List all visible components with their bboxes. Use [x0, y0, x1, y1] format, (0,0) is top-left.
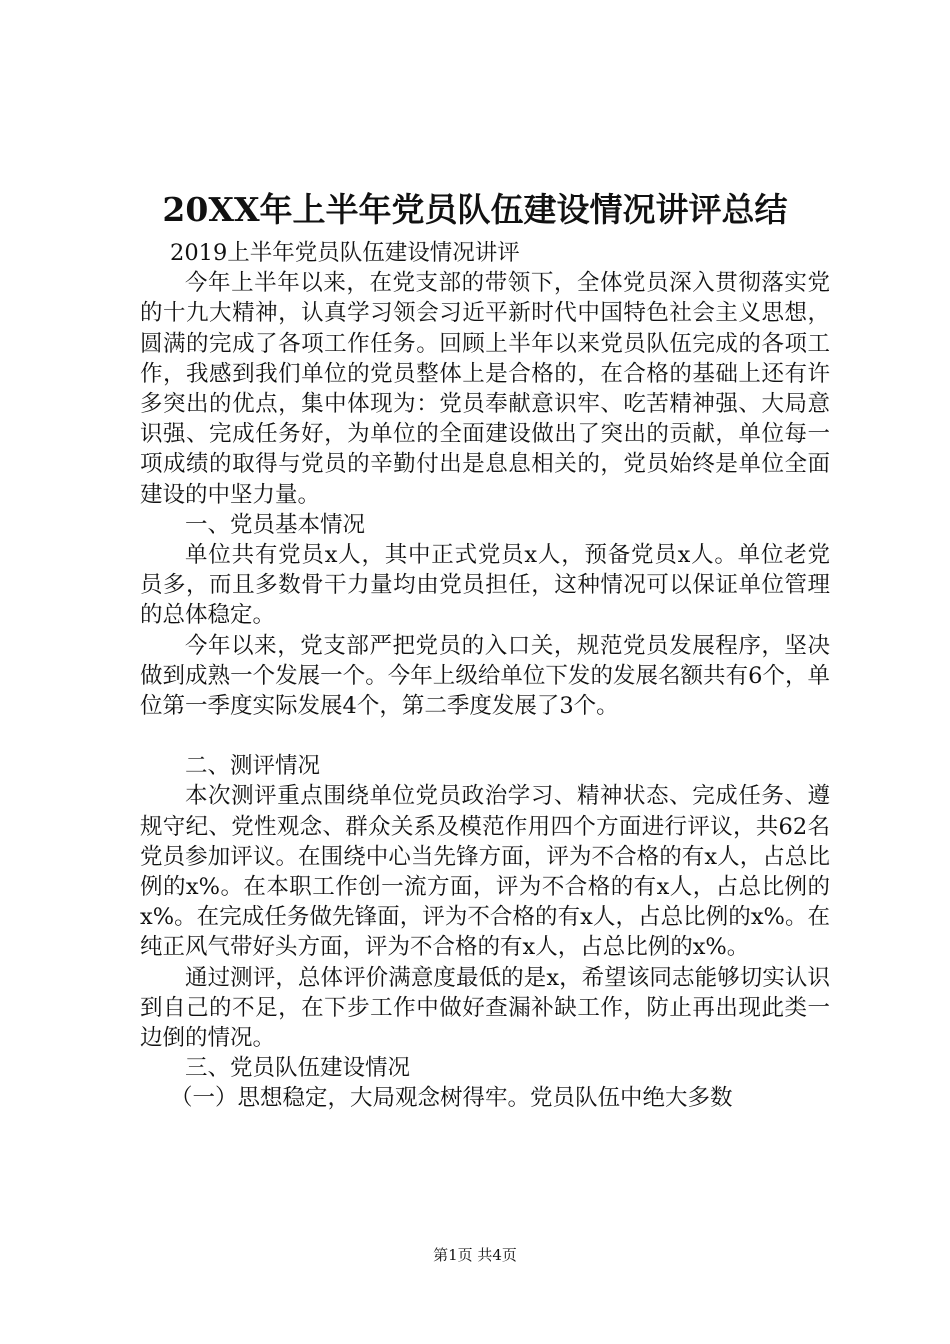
- section-heading: 三、党员队伍建设情况: [185, 1055, 411, 1082]
- document-body: [140, 238, 830, 1114]
- section-heading: 一、党员基本情况: [185, 511, 366, 538]
- paragraph-spacer: [140, 721, 830, 751]
- body-paragraph: 今年上半年以来，在党支部的带领下，全体党员深入贯彻落实党的十九大精神，认真学习领会习近平新时代中国特色社会主义思想，圆满的完成了各项工作任务。回顾上半年以来党员队伍完成的各项工作，我感到我们单位的党员整体上是合格的，在合格的基础上还有许多突出的优点，集中体现为：党员奉献意识牢、吃苦精神强、大局意识强、完成任务好，为单位的全面建设做出了突出的贡献，单位每一项成绩的取得与党员的辛勤付出是息息相关的，党员始终是单位全面建设的中坚力量。: [140, 270, 830, 508]
- body-paragraph: 通过测评，总体评价满意度最低的是x，希望该同志能够切实认识到自己的不足，在下步工作中做好查漏补缺工作，防止再出现此类一边倒的情况。: [140, 964, 830, 1052]
- section-heading: 二、测评情况: [185, 753, 321, 780]
- body-paragraph: 单位共有党员x人，其中正式党员x人，预备党员x人。单位老党员多，而且多数骨干力量均由党员担任，这种情况可以保证单位管理的总体稳定。: [140, 542, 830, 629]
- body-paragraph: 本次测评重点围绕单位党员政治学习、精神状态、完成任务、遵规守纪、党性观念、群众关系及模范作用四个方面进行评议，共62名党员参加评议。在围绕中心当先锋方面，评为不合格的有x人，占总比例的x%。在本职工作创一流方面，评为不合格的有x人，占总比例的x%。在完成任务做先锋面，评为不合格的有x人，占总比例的x%。在纯正风气带好头方面，评为不合格的有x人，占总比例的x%。: [140, 783, 830, 961]
- body-paragraph: 今年以来，党支部严把党员的入口关，规范党员发展程序，坚决做到成熟一个发展一个。今年上级给单位下发的发展名额共有6个，单位第一季度实际发展4个，第二季度发展了3个。: [140, 632, 830, 720]
- subtitle-paragraph: 2019上半年党员队伍建设情况讲评: [170, 240, 520, 266]
- subsection-paragraph: （一）思想稳定，大局观念树得牢。党员队伍中绝大多数: [170, 1085, 733, 1112]
- document-title: 20XX年上半年党员队伍建设情况讲评总结: [162, 190, 788, 229]
- page-footer: 第1页 共4页: [433, 1246, 517, 1264]
